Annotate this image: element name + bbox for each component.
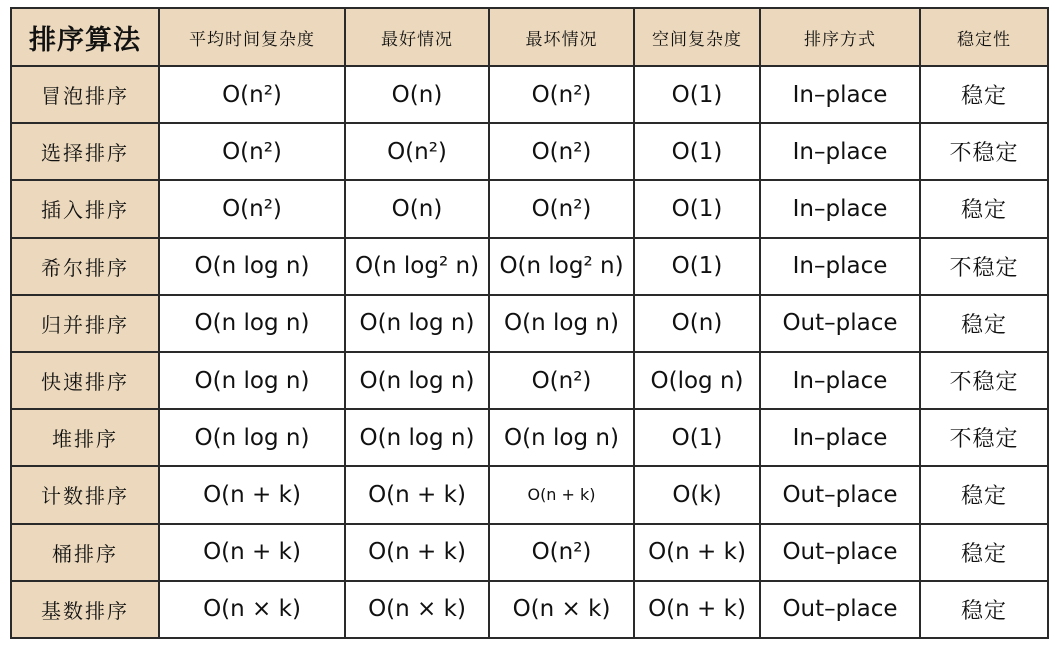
table-row (11, 466, 1048, 523)
worst-case-cell: O(n²) (489, 352, 634, 409)
algorithm-name: 计数排序 (11, 466, 159, 523)
space-complexity-cell: O(1) (634, 123, 760, 180)
stability-cell: 稳定 (920, 581, 1048, 638)
header-average-time: 平均时间复杂度 (159, 8, 345, 66)
sort-method-cell: Out–place (760, 524, 920, 581)
sort-method-cell: Out–place (760, 295, 920, 352)
worst-case-cell: O(n log n) (489, 295, 634, 352)
header-worst-case: 最坏情况 (489, 8, 634, 66)
stability-cell: 稳定 (920, 524, 1048, 581)
algorithm-name: 冒泡排序 (11, 66, 159, 123)
table-row (11, 352, 1048, 409)
header-stability: 稳定性 (920, 8, 1048, 66)
average-time-cell: O(n log n) (159, 409, 345, 466)
header-sort-method: 排序方式 (760, 8, 920, 66)
table-row (11, 524, 1048, 581)
header-best-case: 最好情况 (345, 8, 489, 66)
average-time-cell: O(n × k) (159, 581, 345, 638)
stability-cell: 稳定 (920, 180, 1048, 237)
space-complexity-cell: O(k) (634, 466, 760, 523)
sort-method-cell: In–place (760, 409, 920, 466)
table-row (11, 238, 1048, 295)
average-time-cell: O(n log n) (159, 352, 345, 409)
sort-method-cell: Out–place (760, 466, 920, 523)
worst-case-cell: O(n²) (489, 66, 634, 123)
stability-cell: 稳定 (920, 66, 1048, 123)
average-time-cell: O(n + k) (159, 524, 345, 581)
best-case-cell: O(n log n) (345, 295, 489, 352)
stability-cell: 稳定 (920, 295, 1048, 352)
average-time-cell: O(n²) (159, 123, 345, 180)
stability-cell: 不稳定 (920, 352, 1048, 409)
space-complexity-cell: O(1) (634, 238, 760, 295)
best-case-cell: O(n × k) (345, 581, 489, 638)
sort-method-cell: In–place (760, 352, 920, 409)
table-row (11, 581, 1048, 638)
average-time-cell: O(n log n) (159, 295, 345, 352)
best-case-cell: O(n + k) (345, 466, 489, 523)
worst-case-cell: O(n²) (489, 180, 634, 237)
table-row (11, 295, 1048, 352)
space-complexity-cell: O(log n) (634, 352, 760, 409)
algorithm-name: 希尔排序 (11, 238, 159, 295)
algorithm-name: 桶排序 (11, 524, 159, 581)
stability-cell: 稳定 (920, 466, 1048, 523)
worst-case-cell: O(n²) (489, 524, 634, 581)
worst-case-cell: O(n²) (489, 123, 634, 180)
space-complexity-cell: O(n) (634, 295, 760, 352)
stability-cell: 不稳定 (920, 409, 1048, 466)
best-case-cell: O(n log n) (345, 352, 489, 409)
header-row (11, 8, 1048, 66)
average-time-cell: O(n + k) (159, 466, 345, 523)
algorithm-name: 选择排序 (11, 123, 159, 180)
algorithm-name: 快速排序 (11, 352, 159, 409)
sort-method-cell: In–place (760, 180, 920, 237)
space-complexity-cell: O(n + k) (634, 581, 760, 638)
worst-case-cell: O(n + k) (489, 466, 634, 523)
best-case-cell: O(n) (345, 66, 489, 123)
sort-method-cell: Out–place (760, 581, 920, 638)
table-row (11, 409, 1048, 466)
header-space-complexity: 空间复杂度 (634, 8, 760, 66)
algorithm-name: 归并排序 (11, 295, 159, 352)
worst-case-cell: O(n × k) (489, 581, 634, 638)
algorithm-name: 堆排序 (11, 409, 159, 466)
stability-cell: 不稳定 (920, 238, 1048, 295)
best-case-cell: O(n) (345, 180, 489, 237)
header-algorithm: 排序算法 (11, 8, 159, 66)
worst-case-cell: O(n log n) (489, 409, 634, 466)
sorting-complexity-table (10, 7, 1049, 639)
algorithm-name: 插入排序 (11, 180, 159, 237)
table-row (11, 180, 1048, 237)
space-complexity-cell: O(1) (634, 409, 760, 466)
best-case-cell: O(n²) (345, 123, 489, 180)
sort-method-cell: In–place (760, 238, 920, 295)
best-case-cell: O(n + k) (345, 524, 489, 581)
sort-method-cell: In–place (760, 123, 920, 180)
space-complexity-cell: O(n + k) (634, 524, 760, 581)
table-container (10, 7, 1047, 639)
sort-method-cell: In–place (760, 66, 920, 123)
average-time-cell: O(n²) (159, 180, 345, 237)
space-complexity-cell: O(1) (634, 66, 760, 123)
space-complexity-cell: O(1) (634, 180, 760, 237)
algorithm-name: 基数排序 (11, 581, 159, 638)
average-time-cell: O(n log n) (159, 238, 345, 295)
average-time-cell: O(n²) (159, 66, 345, 123)
best-case-cell: O(n log n) (345, 409, 489, 466)
stability-cell: 不稳定 (920, 123, 1048, 180)
table-row (11, 66, 1048, 123)
table-row (11, 123, 1048, 180)
best-case-cell: O(n log² n) (345, 238, 489, 295)
worst-case-cell: O(n log² n) (489, 238, 634, 295)
